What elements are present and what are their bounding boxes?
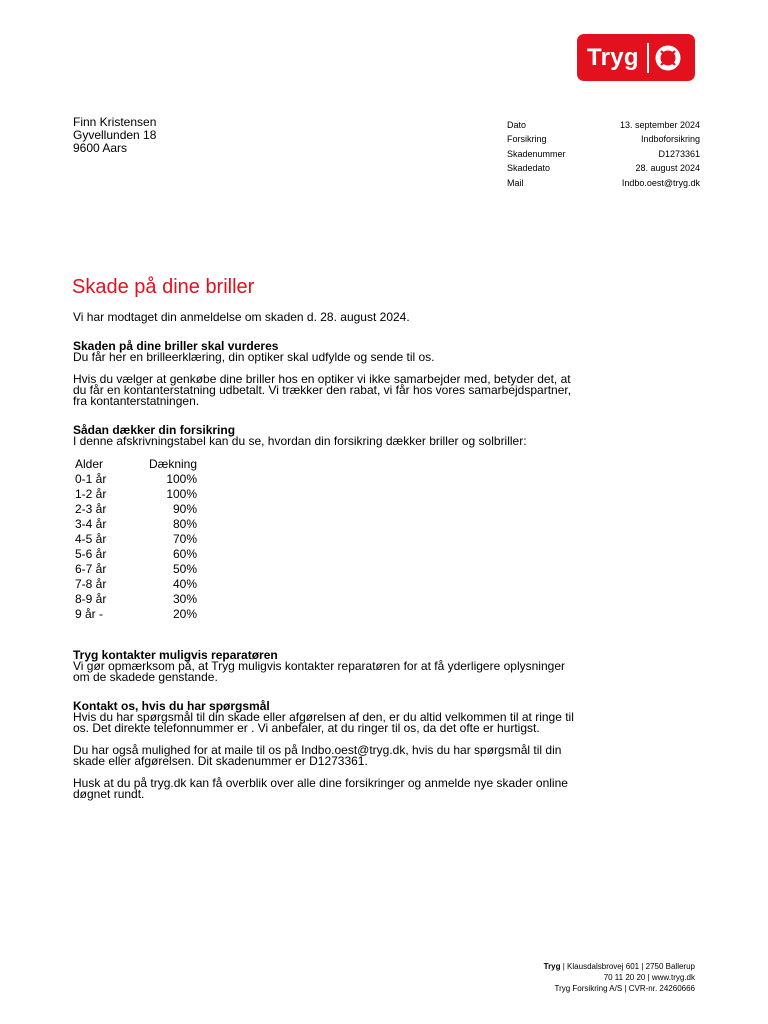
coverage-cell: 90% <box>173 502 198 516</box>
letter-body <box>73 312 583 800</box>
footer-brand: Tryg <box>543 962 561 971</box>
meta-label: Mail <box>507 177 524 188</box>
coverage-cell: 20% <box>173 607 198 621</box>
coverage-cell: 100% <box>166 487 198 501</box>
letter-footer <box>544 961 695 994</box>
contact-paragraph: Du har også mulighed for at maile til os på Indbo.oest@tryg.dk, hvis du har spørgsmål til din skade eller afgørelsen. Dit skadenummer er D1273361. <box>73 743 562 768</box>
coverage-cell: 100% <box>166 472 198 486</box>
footer-line-contact: 70 11 20 20 | www.tryg.dk <box>603 973 695 982</box>
recipient-name: Finn Kristensen <box>73 115 157 129</box>
coverage-cell: 80% <box>173 517 198 531</box>
table-row <box>75 472 197 487</box>
meta-label: Forsikring <box>507 134 547 145</box>
footer-line-company: Tryg Forsikring A/S | CVR-nr. 24260666 <box>554 984 695 993</box>
age-cell: 8-9 år <box>75 592 107 606</box>
footer-address: | Klausdalsbrovej 601 | 2750 Ballerup <box>560 962 695 971</box>
coverage-cell: 30% <box>173 592 198 606</box>
table-row <box>75 517 197 532</box>
letter-title: Skade på dine briller <box>72 276 255 298</box>
age-cell: 0-1 år <box>75 472 107 486</box>
table-row <box>75 547 197 562</box>
meta-value: D1273361 <box>658 148 700 159</box>
age-cell: 4-5 år <box>75 532 107 546</box>
meta-value: Indboforsikring <box>640 134 700 145</box>
table-header-row <box>75 457 197 472</box>
meta-value: 28. august 2024 <box>635 163 700 174</box>
meta-value: Indbo.oest@tryg.dk <box>621 177 700 188</box>
logo-wordmark: Tryg <box>587 43 639 71</box>
age-cell: 7-8 år <box>75 577 107 591</box>
assessment-paragraph: Hvis du vælger at genkøbe dine briller hos en optiker vi ikke samarbejder med, betyder det, at du får en kontanterstatning udbetalt. Vi trækker den rabat, vi får hos vores samarbejdspartner, fra kontanterstatningen. <box>73 372 572 408</box>
meta-row-mail <box>507 176 700 190</box>
table-row <box>75 562 197 577</box>
table-row <box>75 607 197 622</box>
meta-row-claim-number <box>507 147 700 161</box>
tryg-logo <box>577 34 695 81</box>
age-cell: 2-3 år <box>75 502 107 516</box>
section-heading-coverage: Sådan dækker din forsikring <box>73 423 236 437</box>
meta-row-damage-date <box>507 161 700 175</box>
meta-row-date <box>507 118 700 132</box>
column-header-coverage: Dækning <box>149 457 198 471</box>
contact-paragraph: Hvis du har spørgsmål til din skade eller afgørelsen af den, er du altid velkommen til at ringe til os. Det direkte telefonnummer er . Vi anbefaler, at du ringer til os, da det ofte er hurtigst. <box>73 710 574 735</box>
coverage-paragraph: I denne afskrivningstabel kan du se, hvordan din forsikring dækker briller og solbriller: <box>73 434 527 448</box>
assessment-paragraph: Du får her en brilleerklæring, din optiker skal udfylde og sende til os. <box>73 350 435 364</box>
coverage-cell: 40% <box>173 577 198 591</box>
table-row <box>75 502 197 517</box>
recipient-city: 9600 Aars <box>73 141 128 155</box>
table-row <box>75 577 197 592</box>
table-row <box>75 532 197 547</box>
logo-divider <box>647 43 649 73</box>
recipient-street: Gyvellunden 18 <box>73 128 157 142</box>
meta-label: Dato <box>507 120 527 130</box>
coverage-cell: 60% <box>173 547 198 561</box>
meta-label: Skadenummer <box>507 148 566 159</box>
letter-meta <box>507 118 700 190</box>
lifebuoy-icon <box>655 45 681 71</box>
section-heading-contact: Kontakt os, hvis du har spørgsmål <box>73 699 270 713</box>
table-row <box>75 487 197 502</box>
age-cell: 3-4 år <box>75 517 107 531</box>
meta-row-insurance <box>507 132 700 146</box>
recipient-address <box>73 116 156 155</box>
meta-label: Skadedato <box>507 163 551 174</box>
footer-line-address <box>544 961 695 972</box>
coverage-cell: 70% <box>173 532 198 546</box>
age-cell: 5-6 år <box>75 547 107 561</box>
table-row <box>75 592 197 607</box>
column-header-age: Alder <box>75 457 104 471</box>
coverage-cell: 50% <box>173 562 198 576</box>
contact-paragraph: Husk at du på tryg.dk kan få overblik over alle dine forsikringer og anmelde nye skader online døgnet rundt. <box>73 776 568 801</box>
age-cell: 6-7 år <box>75 562 107 576</box>
intro-text: Vi har modtaget din anmeldelse om skaden d. 28. august 2024. <box>73 310 410 324</box>
meta-value: 13. september 2024 <box>619 120 700 130</box>
age-cell: 9 år - <box>75 607 104 621</box>
repairer-paragraph: Vi gør opmærksom på, at Tryg muligvis kontakter reparatøren for at få yderligere oplysninger om de skadede genstande. <box>73 659 565 684</box>
section-heading-repairer: Tryg kontakter muligvis reparatøren <box>73 648 278 662</box>
section-heading-assessment: Skaden på dine briller skal vurderes <box>73 339 279 353</box>
age-cell: 1-2 år <box>75 487 107 501</box>
depreciation-table <box>75 457 197 622</box>
